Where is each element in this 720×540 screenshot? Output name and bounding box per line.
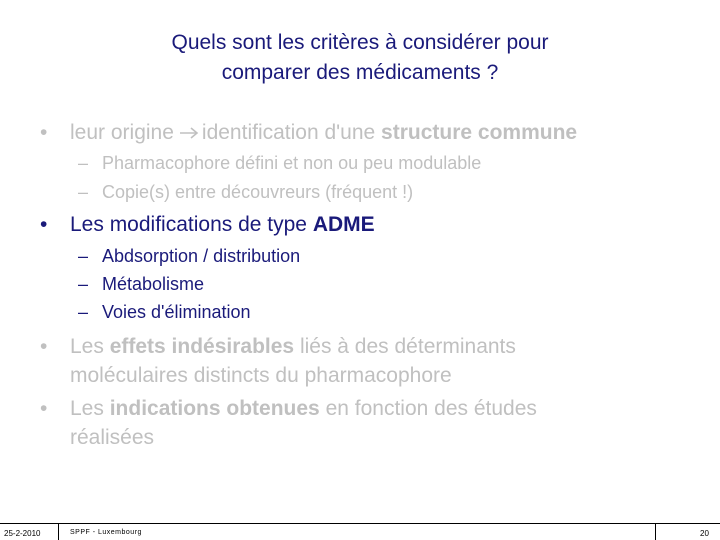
subitem-dash: – [78, 153, 89, 173]
footer-divider [0, 523, 720, 524]
subitem-dash: – [78, 302, 89, 322]
bullet-marker: • [40, 397, 48, 420]
subitem-text: Copie(s) entre découvreurs (fréquent !) [102, 182, 414, 202]
bullet-text-bold: structure commune [381, 121, 578, 144]
bullet-marker: • [40, 213, 48, 236]
title-line-2: comparer des médicaments ? [221, 61, 499, 84]
bullet-text-bold: indications obtenues [109, 397, 320, 420]
subitem-dash: – [78, 274, 89, 294]
slide-title [60, 28, 660, 88]
arrow-right-icon [178, 126, 200, 140]
footer-tick [58, 523, 59, 540]
subitem-dash: – [78, 246, 89, 266]
bullet-marker: • [40, 121, 48, 144]
bullet-text-line2: réalisées [70, 426, 155, 449]
subitem-dash: – [78, 182, 89, 202]
bullet-text-bold: effets indésirables [109, 335, 295, 358]
subitem-text: Métabolisme [102, 274, 205, 294]
bullet-text-bold: ADME [312, 213, 375, 236]
bullet-text-a: leur origine [70, 121, 174, 144]
bullet-text-a: Les [70, 335, 110, 358]
bullet-text-a: Les modifications de type [70, 213, 313, 236]
bullet-marker: • [40, 335, 48, 358]
bullet-text [70, 118, 577, 147]
bullet-text-b: liés à des déterminants [294, 335, 516, 358]
subitem-text: Voies d'élimination [102, 302, 251, 322]
bullet-text-line2: moléculaires distincts du pharmacophore [70, 364, 452, 387]
title-line-1: Quels sont les critères à considérer pour [171, 31, 549, 54]
bullet-text-b: en fonction des études [319, 397, 537, 420]
bullet-text [70, 210, 375, 239]
subitem-text: Pharmacophore défini et non ou peu modulable [102, 153, 482, 173]
subitem-text: Abdsorption / distribution [102, 246, 301, 266]
footer-tick [655, 523, 656, 540]
bullet-text-b: identification d'une [201, 121, 382, 144]
footer-page-number: 20 [700, 529, 709, 538]
bullet-text [70, 394, 537, 423]
bullet-text-a: Les [70, 397, 110, 420]
bullet-text [70, 332, 516, 361]
footer-date: 25-2-2010 [4, 529, 41, 538]
footer-org: SPPF - Luxembourg [70, 529, 142, 536]
